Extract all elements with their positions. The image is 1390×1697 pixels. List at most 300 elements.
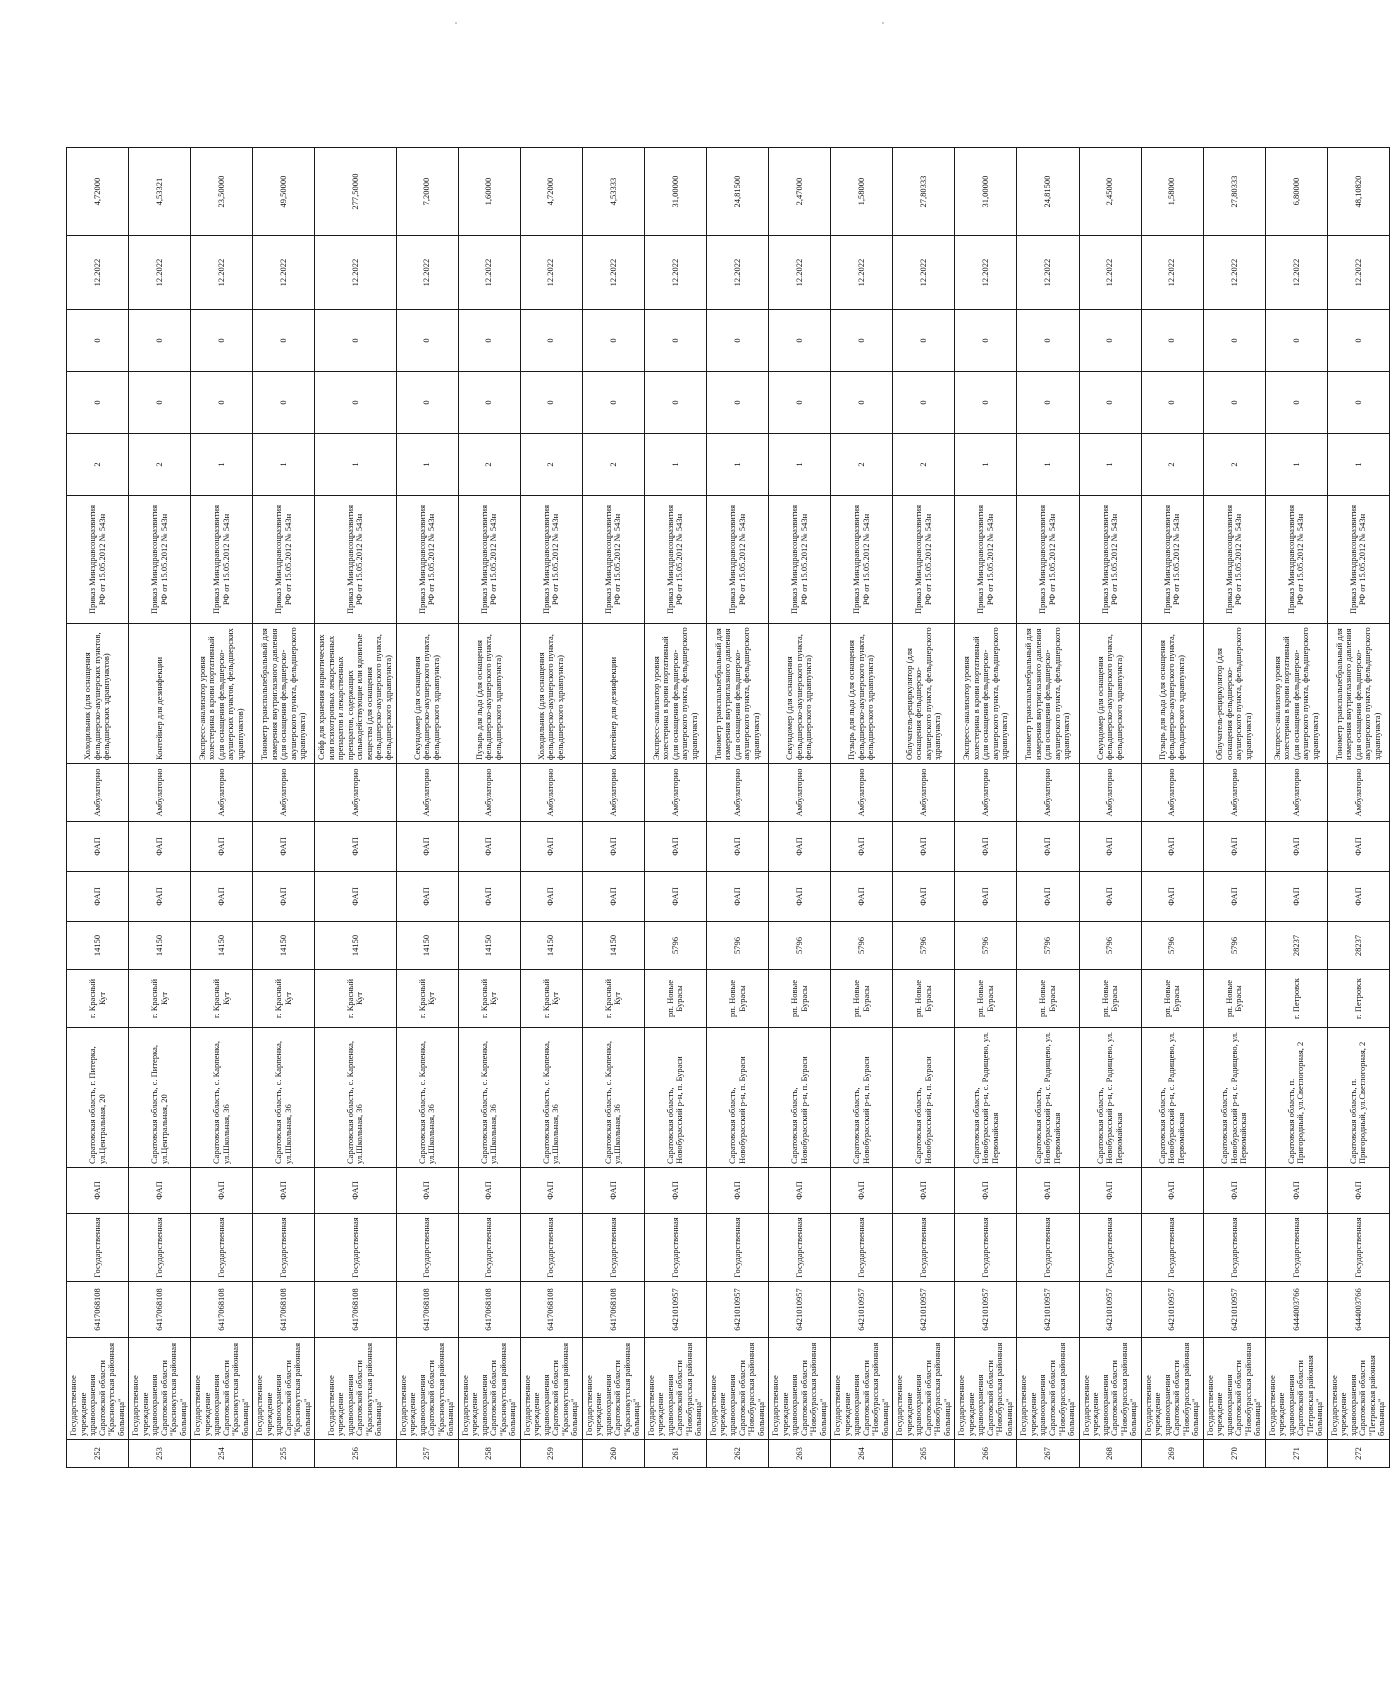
care-condition-cell: Амбулаторно bbox=[315, 764, 396, 822]
table-row bbox=[1327, 148, 1389, 1468]
unit-type-cell: ФАП bbox=[582, 872, 644, 922]
value-zero-a-cell: 0 bbox=[253, 372, 315, 434]
organization-name-cell: Государственное учреждение здравоохранения Саратовской области "Краснокутская районная больница" bbox=[67, 1338, 129, 1440]
facility-type-cell: ФАП bbox=[1141, 1168, 1203, 1214]
regulation-document-cell: Приказ Минздравсоцразвития РФ от 15.05.2012 № 543н bbox=[955, 496, 1017, 624]
locality-cell: рп. Новые Бурасы bbox=[706, 970, 768, 1028]
locality-cell: г. Красный Кут bbox=[520, 970, 582, 1028]
unit-subtype-cell: ФАП bbox=[1079, 822, 1141, 872]
delivery-date-cell: 12.2022 bbox=[582, 236, 644, 310]
ownership-form-cell: Государственная bbox=[458, 1214, 520, 1282]
quantity-cell: 2 bbox=[1203, 434, 1265, 496]
locality-cell: г. Красный Кут bbox=[582, 970, 644, 1028]
value-zero-b-cell: 0 bbox=[520, 310, 582, 372]
facility-address-cell: Саратовская область, Новобурасский р-н, п. Бураси bbox=[831, 1028, 893, 1168]
inn-cell: 6421010957 bbox=[893, 1282, 955, 1338]
unit-type-cell: ФАП bbox=[67, 872, 129, 922]
facility-type-cell: ФАП bbox=[253, 1168, 315, 1214]
row-number-cell: 252 bbox=[67, 1440, 129, 1468]
regulation-document-cell: Приказ Минздравсоцразвития РФ от 15.05.2012 № 543н bbox=[1203, 496, 1265, 624]
population-cell: 5796 bbox=[1141, 922, 1203, 970]
value-zero-b-cell: 0 bbox=[1017, 310, 1079, 372]
unit-type-cell: ФАП bbox=[893, 872, 955, 922]
ownership-form-cell: Государственная bbox=[893, 1214, 955, 1282]
care-condition-cell: Амбулаторно bbox=[396, 764, 458, 822]
regulation-document-cell: Приказ Минздравсоцразвития РФ от 15.05.2012 № 543н bbox=[1327, 496, 1389, 624]
amount-cell: 24,81500 bbox=[1017, 148, 1079, 236]
population-cell: 5796 bbox=[893, 922, 955, 970]
value-zero-b-cell: 0 bbox=[893, 310, 955, 372]
amount-cell: 27,80333 bbox=[893, 148, 955, 236]
facility-address-cell: Саратовская область, с. Карпенка, ул.Школьная, 36 bbox=[396, 1028, 458, 1168]
scan-speck bbox=[882, 22, 884, 24]
table-row bbox=[706, 148, 768, 1468]
organization-name-cell: Государственное учреждение здравоохранения Саратовской области "Новобурасская районная больница" bbox=[1017, 1338, 1079, 1440]
organization-name-cell: Государственное учреждение здравоохранения Саратовской области "Новобурасская районная больница" bbox=[1203, 1338, 1265, 1440]
unit-subtype-cell: ФАП bbox=[1141, 822, 1203, 872]
inn-cell: 6417068108 bbox=[315, 1282, 396, 1338]
unit-subtype-cell: ФАП bbox=[520, 822, 582, 872]
facility-address-cell: Саратовская область, п. Пригородный, ул.Светлогорная, 2 bbox=[1265, 1028, 1327, 1168]
facility-type-cell: ФАП bbox=[191, 1168, 253, 1214]
table-row bbox=[129, 148, 191, 1468]
ownership-form-cell: Государственная bbox=[253, 1214, 315, 1282]
equipment-name-cell: Секундомер (для оснащения фельдшерско-акушерского пункта, фельдшерского здравпункта) bbox=[769, 624, 831, 764]
value-zero-a-cell: 0 bbox=[769, 372, 831, 434]
inn-cell: 6421010957 bbox=[955, 1282, 1017, 1338]
regulation-document-cell: Приказ Минздравсоцразвития РФ от 15.05.2012 № 543н bbox=[644, 496, 706, 624]
locality-cell: рп. Новые Бурасы bbox=[1079, 970, 1141, 1028]
facility-type-cell: ФАП bbox=[396, 1168, 458, 1214]
facility-type-cell: ФАП bbox=[769, 1168, 831, 1214]
value-zero-b-cell: 0 bbox=[315, 310, 396, 372]
value-zero-a-cell: 0 bbox=[458, 372, 520, 434]
unit-type-cell: ФАП bbox=[644, 872, 706, 922]
population-cell: 5796 bbox=[1017, 922, 1079, 970]
population-cell: 14150 bbox=[458, 922, 520, 970]
value-zero-b-cell: 0 bbox=[67, 310, 129, 372]
table-row bbox=[1203, 148, 1265, 1468]
unit-subtype-cell: ФАП bbox=[253, 822, 315, 872]
care-condition-cell: Амбулаторно bbox=[458, 764, 520, 822]
unit-subtype-cell: ФАП bbox=[1265, 822, 1327, 872]
locality-cell: рп. Новые Бурасы bbox=[644, 970, 706, 1028]
unit-type-cell: ФАП bbox=[1017, 872, 1079, 922]
value-zero-a-cell: 0 bbox=[582, 372, 644, 434]
row-number-cell: 270 bbox=[1203, 1440, 1265, 1468]
unit-subtype-cell: ФАП bbox=[129, 822, 191, 872]
inn-cell: 6417068108 bbox=[129, 1282, 191, 1338]
delivery-date-cell: 12.2022 bbox=[1203, 236, 1265, 310]
care-condition-cell: Амбулаторно bbox=[893, 764, 955, 822]
care-condition-cell: Амбулаторно bbox=[1017, 764, 1079, 822]
delivery-date-cell: 12.2022 bbox=[644, 236, 706, 310]
row-number-cell: 266 bbox=[955, 1440, 1017, 1468]
organization-name-cell: Государственное учреждение здравоохранения Саратовской области "Краснокутская районная больница" bbox=[396, 1338, 458, 1440]
ownership-form-cell: Государственная bbox=[1265, 1214, 1327, 1282]
quantity-cell: 2 bbox=[67, 434, 129, 496]
table-row bbox=[582, 148, 644, 1468]
facility-address-cell: Саратовская область, с. Карпенка, ул.Школьная, 36 bbox=[458, 1028, 520, 1168]
equipment-name-cell: Пузырь для льда (для оснащения фельдшерско-акушерского пункта, фельдшерского здравпункта) bbox=[1141, 624, 1203, 764]
quantity-cell: 2 bbox=[129, 434, 191, 496]
value-zero-a-cell: 0 bbox=[893, 372, 955, 434]
unit-type-cell: ФАП bbox=[769, 872, 831, 922]
care-condition-cell: Амбулаторно bbox=[191, 764, 253, 822]
inn-cell: 6421010957 bbox=[831, 1282, 893, 1338]
amount-cell: 1,58000 bbox=[1141, 148, 1203, 236]
value-zero-a-cell: 0 bbox=[1203, 372, 1265, 434]
inn-cell: 6417068108 bbox=[191, 1282, 253, 1338]
unit-type-cell: ФАП bbox=[1327, 872, 1389, 922]
ownership-form-cell: Государственная bbox=[582, 1214, 644, 1282]
value-zero-b-cell: 0 bbox=[706, 310, 768, 372]
quantity-cell: 2 bbox=[1141, 434, 1203, 496]
row-number-cell: 267 bbox=[1017, 1440, 1079, 1468]
locality-cell: рп. Новые Бурасы bbox=[1017, 970, 1079, 1028]
inn-cell: 6421010957 bbox=[644, 1282, 706, 1338]
inn-cell: 6417068108 bbox=[253, 1282, 315, 1338]
unit-subtype-cell: ФАП bbox=[191, 822, 253, 872]
inn-cell: 6417068108 bbox=[67, 1282, 129, 1338]
unit-type-cell: ФАП bbox=[1203, 872, 1265, 922]
quantity-cell: 1 bbox=[1017, 434, 1079, 496]
facility-address-cell: Саратовская область, с. Карпенка, ул.Школьная, 36 bbox=[315, 1028, 396, 1168]
facility-address-cell: Саратовская область, с. Карпенка, ул.Школьная, 36 bbox=[191, 1028, 253, 1168]
delivery-date-cell: 12.2022 bbox=[1017, 236, 1079, 310]
table-body bbox=[67, 148, 1390, 1468]
facility-address-cell: Саратовская область, Новобурасский р-н, п. Бураси bbox=[644, 1028, 706, 1168]
inn-cell: 6421010957 bbox=[1203, 1282, 1265, 1338]
facility-type-cell: ФАП bbox=[955, 1168, 1017, 1214]
value-zero-b-cell: 0 bbox=[1141, 310, 1203, 372]
unit-type-cell: ФАП bbox=[191, 872, 253, 922]
row-number-cell: 259 bbox=[520, 1440, 582, 1468]
row-number-cell: 262 bbox=[706, 1440, 768, 1468]
equipment-name-cell: Секундомер (для оснащения фельдшерско-акушерского пункта, фельдшерского здравпункта) bbox=[1079, 624, 1141, 764]
population-cell: 14150 bbox=[129, 922, 191, 970]
organization-name-cell: Государственное учреждение здравоохранения Саратовской области "Краснокутская районная больница" bbox=[191, 1338, 253, 1440]
population-cell: 14150 bbox=[520, 922, 582, 970]
table-row bbox=[1141, 148, 1203, 1468]
delivery-date-cell: 12.2022 bbox=[191, 236, 253, 310]
value-zero-a-cell: 0 bbox=[644, 372, 706, 434]
organization-name-cell: Государственное учреждение здравоохранения Саратовской области "Краснокутская районная больница" bbox=[253, 1338, 315, 1440]
inn-cell: 6421010957 bbox=[1141, 1282, 1203, 1338]
row-number-cell: 263 bbox=[769, 1440, 831, 1468]
organization-name-cell: Государственное учреждение здравоохранения Саратовской области "Краснокутская районная больница" bbox=[582, 1338, 644, 1440]
care-condition-cell: Амбулаторно bbox=[644, 764, 706, 822]
locality-cell: рп. Новые Бурасы bbox=[1141, 970, 1203, 1028]
delivery-date-cell: 12.2022 bbox=[706, 236, 768, 310]
facility-address-cell: Саратовская область, п. Пригородный, ул.Светлогорная, 2 bbox=[1327, 1028, 1389, 1168]
ownership-form-cell: Государственная bbox=[831, 1214, 893, 1282]
quantity-cell: 2 bbox=[893, 434, 955, 496]
amount-cell: 1,58000 bbox=[831, 148, 893, 236]
quantity-cell: 1 bbox=[955, 434, 1017, 496]
inn-cell: 6421010957 bbox=[1017, 1282, 1079, 1338]
table-row bbox=[831, 148, 893, 1468]
quantity-cell: 1 bbox=[1265, 434, 1327, 496]
equipment-name-cell: Контейнер для дезинфекции bbox=[582, 624, 644, 764]
care-condition-cell: Амбулаторно bbox=[1203, 764, 1265, 822]
ownership-form-cell: Государственная bbox=[315, 1214, 396, 1282]
table-row bbox=[396, 148, 458, 1468]
quantity-cell: 1 bbox=[191, 434, 253, 496]
equipment-name-cell: Холодильник (для оснащения фельдшерско-акушерского пункта, фельдшерского здравпункта) bbox=[520, 624, 582, 764]
quantity-cell: 1 bbox=[315, 434, 396, 496]
facility-type-cell: ФАП bbox=[1203, 1168, 1265, 1214]
inn-cell: 6444003766 bbox=[1265, 1282, 1327, 1338]
organization-name-cell: Государственное учреждение здравоохранения Саратовской области "Краснокутская районная больница" bbox=[458, 1338, 520, 1440]
value-zero-b-cell: 0 bbox=[396, 310, 458, 372]
delivery-date-cell: 12.2022 bbox=[769, 236, 831, 310]
care-condition-cell: Амбулаторно bbox=[67, 764, 129, 822]
regulation-document-cell: Приказ Минздравсоцразвития РФ от 15.05.2012 № 543н bbox=[582, 496, 644, 624]
population-cell: 14150 bbox=[396, 922, 458, 970]
amount-cell: 2,45000 bbox=[1079, 148, 1141, 236]
row-number-cell: 272 bbox=[1327, 1440, 1389, 1468]
quantity-cell: 1 bbox=[396, 434, 458, 496]
organization-name-cell: Государственное учреждение здравоохранения Саратовской области "Петровская районная больница" bbox=[1265, 1338, 1327, 1440]
inn-cell: 6417068108 bbox=[396, 1282, 458, 1338]
row-number-cell: 257 bbox=[396, 1440, 458, 1468]
locality-cell: г. Красный Кут bbox=[129, 970, 191, 1028]
population-cell: 14150 bbox=[67, 922, 129, 970]
table-row bbox=[1017, 148, 1079, 1468]
organization-name-cell: Государственное учреждение здравоохранения Саратовской области "Новобурасская районная больница" bbox=[955, 1338, 1017, 1440]
delivery-date-cell: 12.2022 bbox=[253, 236, 315, 310]
row-number-cell: 258 bbox=[458, 1440, 520, 1468]
organization-name-cell: Государственное учреждение здравоохранения Саратовской области "Петровская районная больница" bbox=[1327, 1338, 1389, 1440]
value-zero-a-cell: 0 bbox=[955, 372, 1017, 434]
amount-cell: 4,53321 bbox=[129, 148, 191, 236]
facility-address-cell: Саратовская область, Новобурасский р-н, п. Бураси bbox=[769, 1028, 831, 1168]
delivery-date-cell: 12.2022 bbox=[129, 236, 191, 310]
amount-cell: 277,50000 bbox=[315, 148, 396, 236]
value-zero-b-cell: 0 bbox=[831, 310, 893, 372]
ownership-form-cell: Государственная bbox=[769, 1214, 831, 1282]
regulation-document-cell: Приказ Минздравсоцразвития РФ от 15.05.2012 № 543н bbox=[1141, 496, 1203, 624]
facility-type-cell: ФАП bbox=[1265, 1168, 1327, 1214]
amount-cell: 31,00000 bbox=[644, 148, 706, 236]
regulation-document-cell: Приказ Минздравсоцразвития РФ от 15.05.2012 № 543н bbox=[831, 496, 893, 624]
facility-address-cell: Саратовская область, г. Питерка, ул.Центральная, 20 bbox=[67, 1028, 129, 1168]
facility-type-cell: ФАП bbox=[831, 1168, 893, 1214]
quantity-cell: 1 bbox=[706, 434, 768, 496]
unit-type-cell: ФАП bbox=[1079, 872, 1141, 922]
population-cell: 5796 bbox=[831, 922, 893, 970]
population-cell: 5796 bbox=[644, 922, 706, 970]
facility-type-cell: ФАП bbox=[1079, 1168, 1141, 1214]
unit-type-cell: ФАП bbox=[396, 872, 458, 922]
facility-address-cell: Саратовская область, Новобурасский р-н, с. Радищево, ул. Первомайская bbox=[955, 1028, 1017, 1168]
row-number-cell: 269 bbox=[1141, 1440, 1203, 1468]
population-cell: 14150 bbox=[191, 922, 253, 970]
delivery-date-cell: 12.2022 bbox=[831, 236, 893, 310]
ownership-form-cell: Государственная bbox=[520, 1214, 582, 1282]
table-row bbox=[458, 148, 520, 1468]
table-row bbox=[315, 148, 396, 1468]
delivery-date-cell: 12.2022 bbox=[458, 236, 520, 310]
rotated-table-wrapper bbox=[66, 173, 1387, 1468]
delivery-date-cell: 12.2022 bbox=[520, 236, 582, 310]
table-row bbox=[955, 148, 1017, 1468]
ownership-form-cell: Государственная bbox=[396, 1214, 458, 1282]
delivery-date-cell: 12.2022 bbox=[1079, 236, 1141, 310]
value-zero-b-cell: 0 bbox=[955, 310, 1017, 372]
locality-cell: рп. Новые Бурасы bbox=[1203, 970, 1265, 1028]
value-zero-b-cell: 0 bbox=[769, 310, 831, 372]
locality-cell: г. Петровск bbox=[1327, 970, 1389, 1028]
amount-cell: 4,72000 bbox=[520, 148, 582, 236]
population-cell: 5796 bbox=[1079, 922, 1141, 970]
unit-subtype-cell: ФАП bbox=[1203, 822, 1265, 872]
ownership-form-cell: Государственная bbox=[129, 1214, 191, 1282]
equipment-name-cell: Экспресс-анализатор уровня холестерина в крови портативный (для оснащения фельдшерско-акушерского пункта, фельдшерского здравпункта) bbox=[955, 624, 1017, 764]
amount-cell: 48,10820 bbox=[1327, 148, 1389, 236]
value-zero-b-cell: 0 bbox=[1079, 310, 1141, 372]
value-zero-a-cell: 0 bbox=[67, 372, 129, 434]
quantity-cell: 2 bbox=[520, 434, 582, 496]
equipment-name-cell: Секундомер (для оснащения фельдшерско-акушерского пункта, фельдшерского здравпункта) bbox=[396, 624, 458, 764]
quantity-cell: 1 bbox=[1079, 434, 1141, 496]
regulation-document-cell: Приказ Минздравсоцразвития РФ от 15.05.2012 № 543н bbox=[396, 496, 458, 624]
table-row bbox=[67, 148, 129, 1468]
amount-cell: 24,81500 bbox=[706, 148, 768, 236]
facility-type-cell: ФАП bbox=[315, 1168, 396, 1214]
care-condition-cell: Амбулаторно bbox=[1079, 764, 1141, 822]
unit-subtype-cell: ФАП bbox=[1017, 822, 1079, 872]
facility-type-cell: ФАП bbox=[458, 1168, 520, 1214]
amount-cell: 7,20000 bbox=[396, 148, 458, 236]
regulation-document-cell: Приказ Минздравсоцразвития РФ от 15.05.2012 № 543н bbox=[458, 496, 520, 624]
care-condition-cell: Амбулаторно bbox=[831, 764, 893, 822]
value-zero-b-cell: 0 bbox=[129, 310, 191, 372]
care-condition-cell: Амбулаторно bbox=[1265, 764, 1327, 822]
table-row bbox=[893, 148, 955, 1468]
ownership-form-cell: Государственная bbox=[706, 1214, 768, 1282]
care-condition-cell: Амбулаторно bbox=[769, 764, 831, 822]
value-zero-b-cell: 0 bbox=[1265, 310, 1327, 372]
locality-cell: г. Петровск bbox=[1265, 970, 1327, 1028]
value-zero-b-cell: 0 bbox=[1327, 310, 1389, 372]
unit-subtype-cell: ФАП bbox=[1327, 822, 1389, 872]
value-zero-a-cell: 0 bbox=[315, 372, 396, 434]
regulation-document-cell: Приказ Минздравсоцразвития РФ от 15.05.2012 № 543н bbox=[315, 496, 396, 624]
value-zero-b-cell: 0 bbox=[191, 310, 253, 372]
regulation-document-cell: Приказ Минздравсоцразвития РФ от 15.05.2012 № 543н bbox=[520, 496, 582, 624]
facility-type-cell: ФАП bbox=[1327, 1168, 1389, 1214]
locality-cell: г. Красный Кут bbox=[315, 970, 396, 1028]
facility-address-cell: Саратовская область, Новобурасский р-н, с. Радищево, ул. Первомайская bbox=[1203, 1028, 1265, 1168]
delivery-date-cell: 12.2022 bbox=[1265, 236, 1327, 310]
value-zero-b-cell: 0 bbox=[253, 310, 315, 372]
inn-cell: 6421010957 bbox=[706, 1282, 768, 1338]
ownership-form-cell: Государственная bbox=[1141, 1214, 1203, 1282]
equipment-name-cell: Контейнер для дезинфекции bbox=[129, 624, 191, 764]
amount-cell: 49,50000 bbox=[253, 148, 315, 236]
facility-type-cell: ФАП bbox=[1017, 1168, 1079, 1214]
unit-subtype-cell: ФАП bbox=[458, 822, 520, 872]
locality-cell: г. Красный Кут bbox=[396, 970, 458, 1028]
facility-type-cell: ФАП bbox=[644, 1168, 706, 1214]
inn-cell: 6421010957 bbox=[1079, 1282, 1141, 1338]
facility-type-cell: ФАП bbox=[520, 1168, 582, 1214]
ownership-form-cell: Государственная bbox=[67, 1214, 129, 1282]
value-zero-b-cell: 0 bbox=[582, 310, 644, 372]
locality-cell: рп. Новые Бурасы bbox=[893, 970, 955, 1028]
unit-type-cell: ФАП bbox=[955, 872, 1017, 922]
row-number-cell: 256 bbox=[315, 1440, 396, 1468]
delivery-date-cell: 12.2022 bbox=[396, 236, 458, 310]
table-row bbox=[769, 148, 831, 1468]
value-zero-a-cell: 0 bbox=[1079, 372, 1141, 434]
locality-cell: рп. Новые Бурасы bbox=[955, 970, 1017, 1028]
row-number-cell: 253 bbox=[129, 1440, 191, 1468]
equipment-name-cell: Тонометр транспальпебральный для измерения внутриглазного давления (для оснащения фельдшерско-акушерского пункта, фельдшерского здравпункта) bbox=[1017, 624, 1079, 764]
row-number-cell: 271 bbox=[1265, 1440, 1327, 1468]
regulation-document-cell: Приказ Минздравсоцразвития РФ от 15.05.2012 № 543н bbox=[67, 496, 129, 624]
delivery-date-cell: 12.2022 bbox=[893, 236, 955, 310]
population-cell: 5796 bbox=[769, 922, 831, 970]
facility-type-cell: ФАП bbox=[706, 1168, 768, 1214]
locality-cell: г. Красный Кут bbox=[191, 970, 253, 1028]
ownership-form-cell: Государственная bbox=[1079, 1214, 1141, 1282]
regulation-document-cell: Приказ Минздравсоцразвития РФ от 15.05.2012 № 543н bbox=[253, 496, 315, 624]
row-number-cell: 260 bbox=[582, 1440, 644, 1468]
care-condition-cell: Амбулаторно bbox=[253, 764, 315, 822]
value-zero-b-cell: 0 bbox=[458, 310, 520, 372]
unit-subtype-cell: ФАП bbox=[315, 822, 396, 872]
care-condition-cell: Амбулаторно bbox=[1141, 764, 1203, 822]
organization-name-cell: Государственное учреждение здравоохранения Саратовской области "Краснокутская районная больница" bbox=[520, 1338, 582, 1440]
facility-address-cell: Саратовская область, Новобурасский р-н, п. Бураси bbox=[706, 1028, 768, 1168]
unit-type-cell: ФАП bbox=[1141, 872, 1203, 922]
value-zero-a-cell: 0 bbox=[831, 372, 893, 434]
unit-subtype-cell: ФАП bbox=[396, 822, 458, 872]
care-condition-cell: Амбулаторно bbox=[582, 764, 644, 822]
value-zero-b-cell: 0 bbox=[644, 310, 706, 372]
facility-address-cell: Саратовская область, Новобурасский р-н, с. Радищево, ул. Первомайская bbox=[1079, 1028, 1141, 1168]
amount-cell: 31,00000 bbox=[955, 148, 1017, 236]
ownership-form-cell: Государственная bbox=[1017, 1214, 1079, 1282]
equipment-name-cell: Сейф для хранения наркотических или психотропных лекарственных препаратов и лекарственных препаратов, содержащих сильнодействующие или ядовитые вещества (для оснащения фельдшерско-акушерского пункта, фельдшерского здравпункта) bbox=[315, 624, 396, 764]
ownership-form-cell: Государственная bbox=[955, 1214, 1017, 1282]
unit-subtype-cell: ФАП bbox=[955, 822, 1017, 872]
amount-cell: 6,80000 bbox=[1265, 148, 1327, 236]
row-number-cell: 265 bbox=[893, 1440, 955, 1468]
row-number-cell: 261 bbox=[644, 1440, 706, 1468]
ownership-form-cell: Государственная bbox=[1203, 1214, 1265, 1282]
value-zero-a-cell: 0 bbox=[706, 372, 768, 434]
ownership-form-cell: Государственная bbox=[1327, 1214, 1389, 1282]
regulation-document-cell: Приказ Минздравсоцразвития РФ от 15.05.2012 № 543н bbox=[1017, 496, 1079, 624]
equipment-table bbox=[66, 147, 1390, 1468]
quantity-cell: 1 bbox=[1327, 434, 1389, 496]
unit-subtype-cell: ФАП bbox=[893, 822, 955, 872]
organization-name-cell: Государственное учреждение здравоохранения Саратовской области "Краснокутская районная больница" bbox=[129, 1338, 191, 1440]
locality-cell: г. Красный Кут bbox=[253, 970, 315, 1028]
facility-type-cell: ФАП bbox=[67, 1168, 129, 1214]
table-row bbox=[253, 148, 315, 1468]
regulation-document-cell: Приказ Минздравсоцразвития РФ от 15.05.2012 № 543н bbox=[706, 496, 768, 624]
unit-type-cell: ФАП bbox=[315, 872, 396, 922]
unit-subtype-cell: ФАП bbox=[831, 822, 893, 872]
organization-name-cell: Государственное учреждение здравоохранения Саратовской области "Новобурасская районная больница" bbox=[706, 1338, 768, 1440]
care-condition-cell: Амбулаторно bbox=[955, 764, 1017, 822]
value-zero-a-cell: 0 bbox=[1327, 372, 1389, 434]
